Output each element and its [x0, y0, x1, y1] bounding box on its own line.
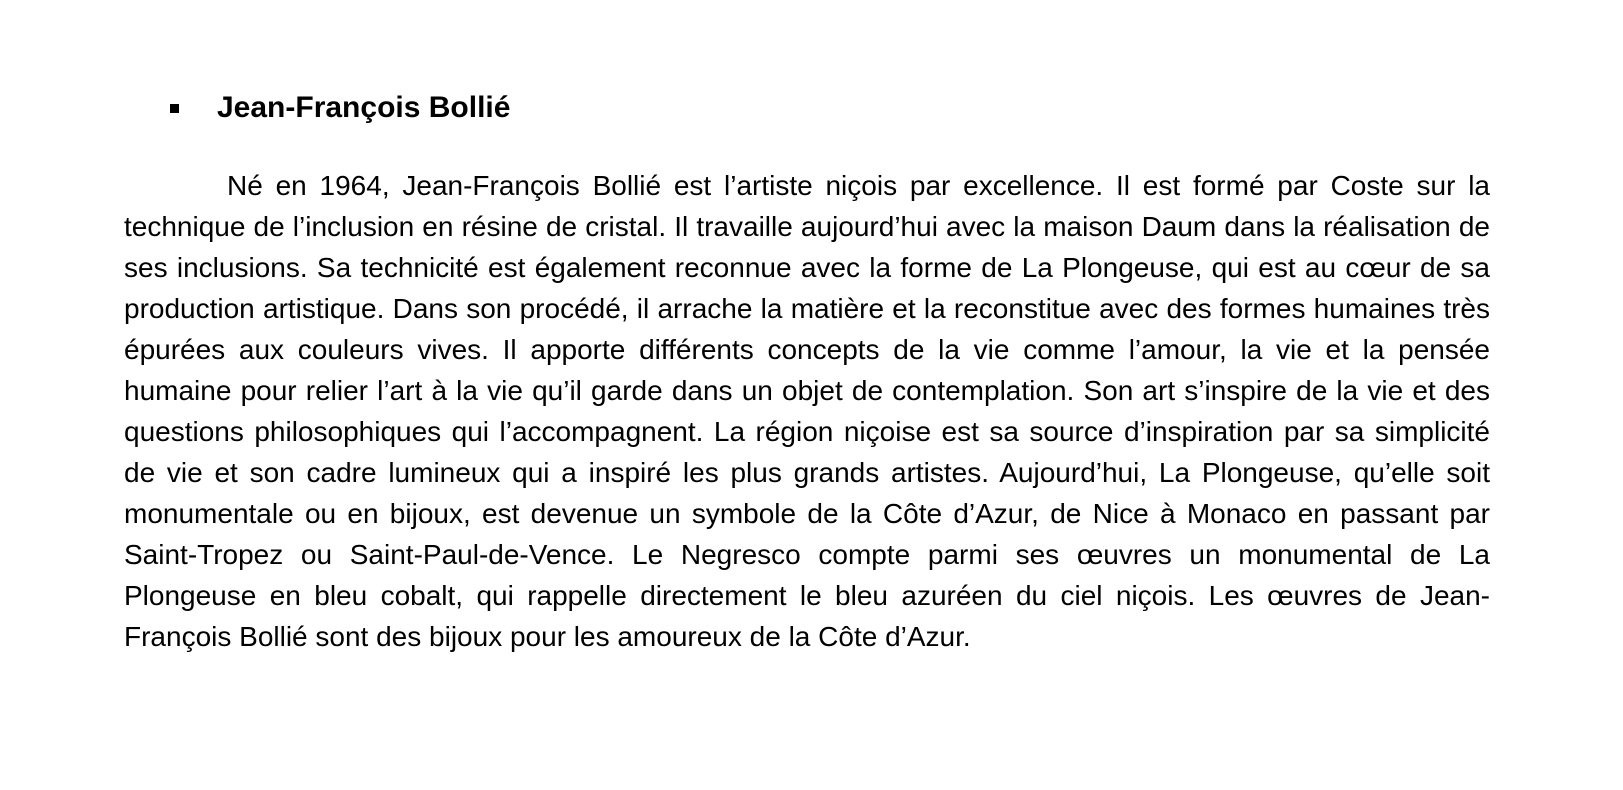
bulleted-heading — [170, 88, 510, 128]
section-heading: Jean-François Bollié — [217, 91, 511, 124]
square-bullet-icon — [170, 104, 179, 113]
body-paragraph: Né en 1964, Jean-François Bollié est l’artiste niçois par excellence. Il est formé par Coste sur la technique de l’inclusion en résine de cristal. Il travaille aujourd’hui avec la maison Daum dans la réalisation de ses inclusions. Sa technicité est également reconnue avec la forme de La Plongeuse, qui est au cœur de sa production artistique. Dans son procédé, il arrache la matière et la reconstitue avec des formes humaines très épurées aux couleurs vives. Il apporte différents concepts de la vie comme l’amour, la vie et la pensée humaine pour relier l’art à la vie qu’il garde dans un objet de contemplation. Son art s’inspire de la vie et des questions philosophiques qui l’accompagnent. La région niçoise est sa source d’inspiration par sa simplicité de vie et son cadre lumineux qui a inspiré les plus grands artistes. Aujourd’hui, La Plongeuse, qu’elle soit monumentale ou en bijoux, est devenue un symbole de la Côte d’Azur, de Nice à Monaco en passant par Saint-Tropez ou Saint-Paul-de-Vence. Le Negresco compte parmi ses œuvres un monumental de La Plongeuse en bleu cobalt, qui rappelle directement le bleu azuréen du ciel niçois. Les œuvres de Jean-François Bollié sont des bijoux pour les amoureux de la Côte d’Azur. — [124, 170, 1490, 652]
